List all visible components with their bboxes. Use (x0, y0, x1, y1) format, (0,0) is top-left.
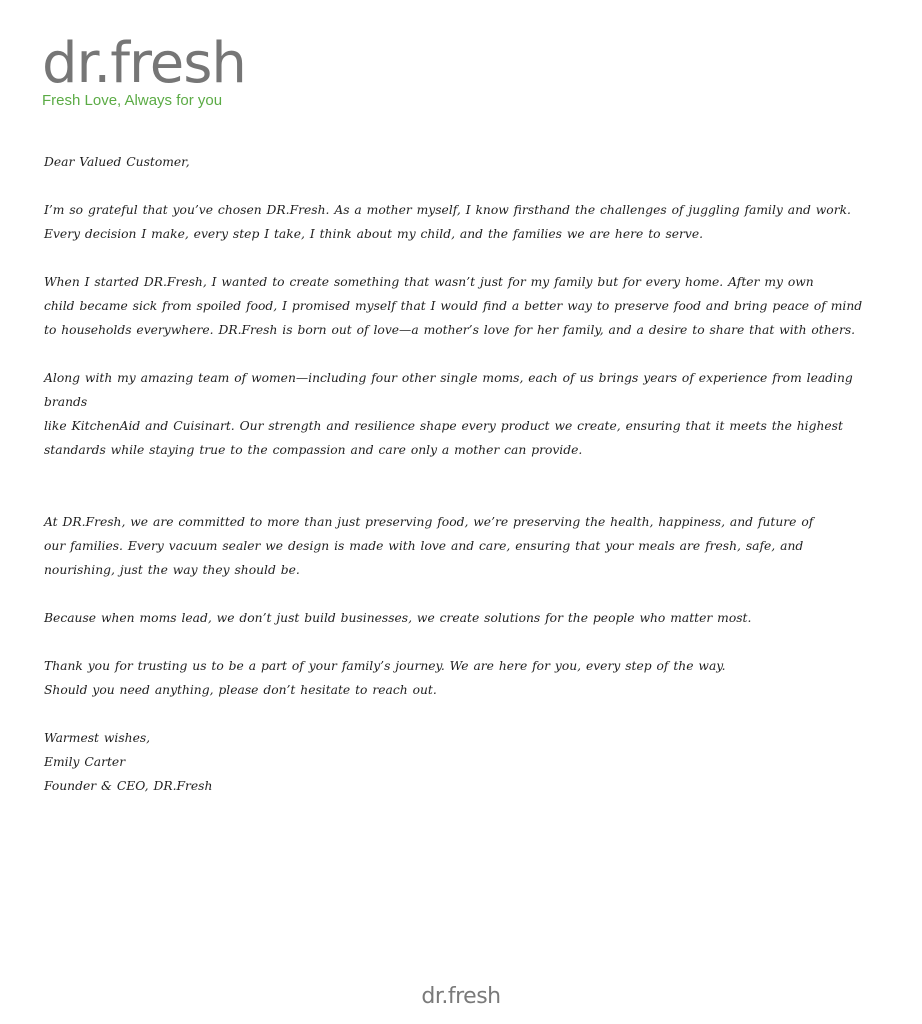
letter-paragraph-4: At DR.Fresh, we are committed to more than just preserving food, we’re preserving the health, happiness, and future of our families. Every vacuum sealer we design is made with love and care, ensuring that your meals are fresh, safe, and nourishing, just the way they should be. (44, 515, 814, 577)
letter-paragraph-3: Along with my amazing team of women—including four other single moms, each of us brings years of experience from leading brands like KitchenAid and Cuisinart. Our strength and resilience shape every product we create, ensuring that it meets the highest standards while staying true to the compassion and care only a mother can provide. (44, 371, 853, 457)
letter-paragraph-1: I’m so grateful that you’ve chosen DR.Fresh. As a mother myself, I know firsthand the challenges of juggling family and work. Every decision I make, every step I take, I think about my child, and the families we are here to serve. (44, 203, 851, 241)
letter-paragraph-2: When I started DR.Fresh, I wanted to create something that wasn’t just for my family but for every home. After my own child became sick from spoiled food, I promised myself that I would find a better way to preserve food and bring peace of mind to households everywhere. DR.Fresh is born out of love—a mother’s love for her family, and a desire to share that with others. (44, 275, 863, 337)
signature-block (44, 726, 900, 798)
logo-wordmark: dr.fresh (42, 31, 246, 96)
letter-paragraph-5: Because when moms lead, we don’t just build businesses, we create solutions for the people who matter most. (44, 611, 752, 625)
letter-greeting: Dear Valued Customer, (44, 155, 190, 169)
signer-name: Emily Carter (44, 755, 126, 769)
brand-logo (42, 31, 302, 109)
letter-paragraph-6: Thank you for trusting us to be a part of your family’s journey. We are here for you, every step of the way. Should you need anything, please don’t hesitate to reach out. (44, 659, 726, 697)
logo-tagline: Fresh Love, Always for you (42, 92, 223, 109)
signer-title: Founder & CEO, DR.Fresh (44, 779, 213, 793)
footer-logo: dr.fresh (421, 984, 501, 1009)
letter-body (44, 150, 900, 798)
letter-closing: Warmest wishes, (44, 731, 151, 745)
